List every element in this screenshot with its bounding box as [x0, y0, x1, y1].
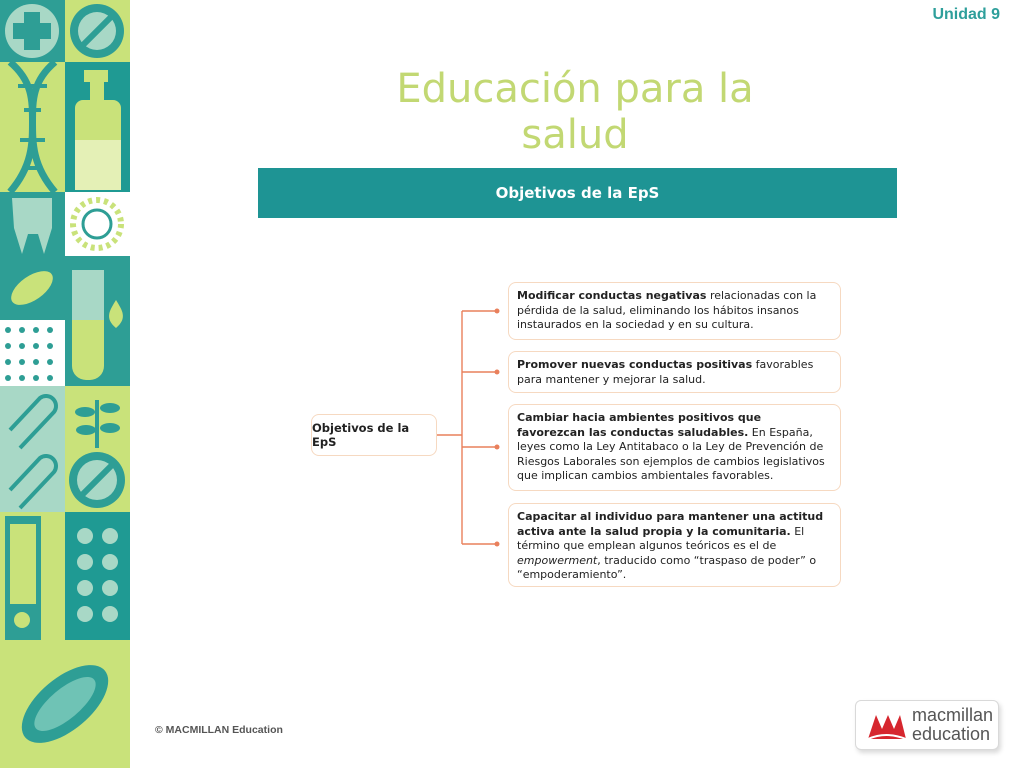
- objective-text: En España, leyes como la Ley Antitabaco o la Ley de Prevención de Riesgos Laborales son ejemplos de cambios legislativos que implican cambios ambientales favorables.: [517, 425, 825, 482]
- page-title: Educación para la salud: [396, 66, 754, 158]
- objective-item: [508, 404, 841, 491]
- objective-item: [508, 282, 841, 340]
- connector-dot: [495, 309, 500, 314]
- unit-label: Unidad 9: [932, 6, 1000, 23]
- objective-text: , traducido como “traspaso de poder” o “empoderamiento”.: [517, 553, 817, 581]
- objective-text: favorables para mantener y mejorar la salud.: [517, 358, 814, 386]
- objective-text: El término que emplean algunos teóricos es el de: [517, 524, 805, 552]
- connector-dot: [495, 370, 500, 375]
- objective-bold: Modificar conductas negativas: [517, 289, 707, 302]
- macmillan-logo-icon: [866, 709, 908, 743]
- copyright-text: © MACMILLAN Education: [155, 724, 283, 736]
- connector-dot: [495, 542, 500, 547]
- logo-line-1: macmillan: [912, 705, 994, 725]
- diagram-root-label: Objetivos de la EpS: [312, 421, 410, 449]
- objective-bold: Promover nuevas conductas positivas: [517, 358, 753, 371]
- objective-item: [508, 503, 841, 587]
- connector-dot: [495, 445, 500, 450]
- objective-item: [508, 351, 841, 393]
- section-banner-label: Objetivos de la EpS: [495, 184, 660, 202]
- diagram-root-node: [311, 414, 437, 456]
- objective-bold: Capacitar al individuo para mantener una actitud activa ante la salud propia y la comunitaria.: [517, 510, 824, 538]
- macmillan-logo: [855, 700, 999, 750]
- objective-italic: empowerment: [517, 553, 598, 567]
- logo-line-2: education: [912, 724, 991, 744]
- objective-bold: Cambiar hacia ambientes positivos que favorezcan las conductas saludables.: [517, 411, 762, 439]
- objective-text: relacionadas con la pérdida de la salud, eliminando los hábitos insanos instaurados en la sociedad y en su cultura.: [517, 289, 817, 331]
